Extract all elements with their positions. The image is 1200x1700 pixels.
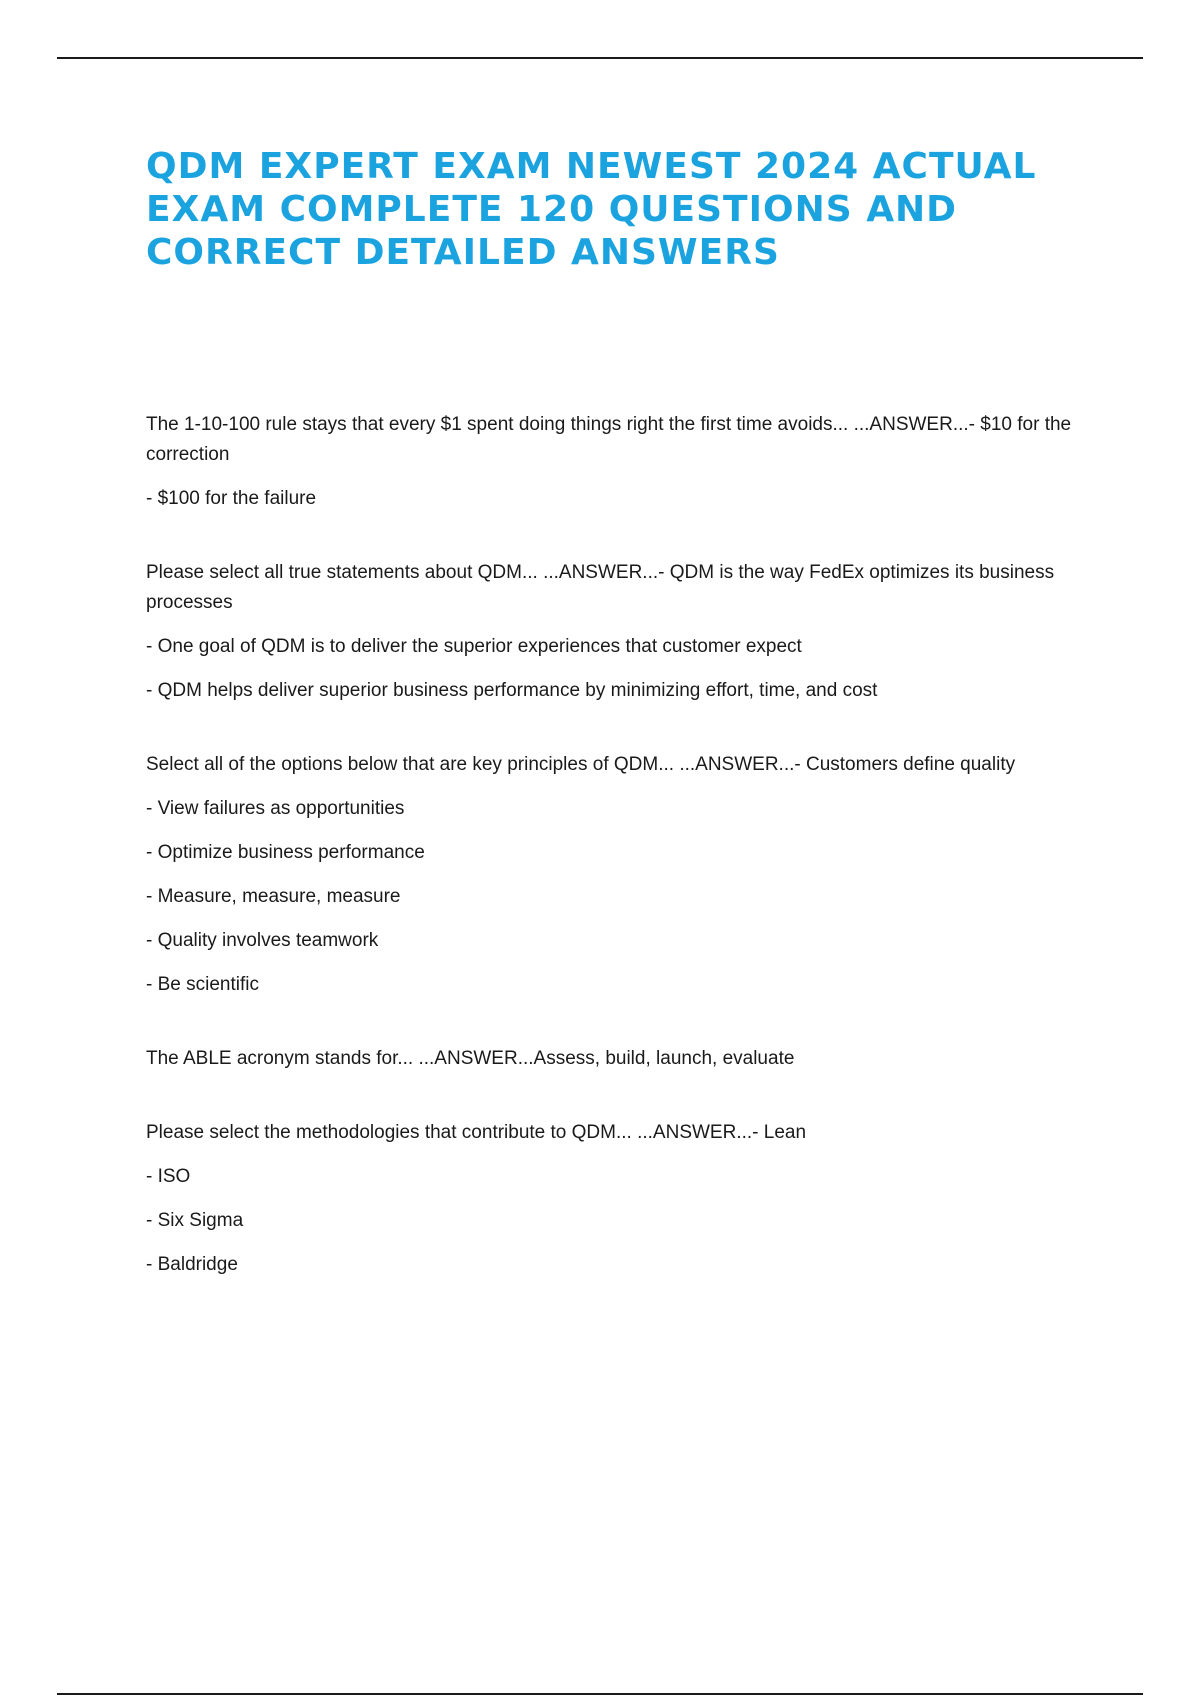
question-text: Please select the methodologies that contribute to QDM... ...ANSWER...- Lean — [146, 1122, 807, 1143]
answer-bullet: - Six Sigma — [146, 1210, 244, 1231]
answer-bullet: - Quality involves teamwork — [146, 930, 379, 951]
qa-item — [146, 1118, 1076, 1280]
header-rule — [57, 57, 1143, 59]
qa-list — [146, 410, 1076, 1324]
answer-bullet: - Baldridge — [146, 1254, 238, 1275]
footer-rule — [57, 1693, 1143, 1695]
document-title: QDM EXPERT EXAM NEWEST 2024 ACTUAL EXAM COMPLETE 120 QUESTIONS AND CORRECT DETAILED ANSWERS — [146, 146, 1037, 273]
qa-item — [146, 750, 1076, 1000]
answer-bullet: - $100 for the failure — [146, 488, 317, 509]
answer-bullet: - QDM helps deliver superior business performance by minimizing effort, time, and cost — [146, 680, 878, 701]
qa-item — [146, 1044, 1076, 1074]
question-text: The 1-10-100 rule stays that every $1 spent doing things right the first time avoids... ...ANSWER...- $10 for the correction — [146, 414, 1072, 465]
qa-item — [146, 558, 1076, 706]
question-text: The ABLE acronym stands for... ...ANSWER...Assess, build, launch, evaluate — [146, 1048, 795, 1069]
answer-bullet: - One goal of QDM is to deliver the superior experiences that customer expect — [146, 636, 802, 657]
answer-bullet: - Be scientific — [146, 974, 259, 995]
question-text: Select all of the options below that are key principles of QDM... ...ANSWER...- Customers define quality — [146, 754, 1016, 775]
question-text: Please select all true statements about QDM... ...ANSWER...- QDM is the way FedEx optimizes its business processes — [146, 562, 1055, 613]
answer-bullet: - View failures as opportunities — [146, 798, 405, 819]
answer-bullet: - ISO — [146, 1166, 191, 1187]
answer-bullet: - Measure, measure, measure — [146, 886, 401, 907]
answer-bullet: - Optimize business performance — [146, 842, 425, 863]
qa-item — [146, 410, 1076, 514]
